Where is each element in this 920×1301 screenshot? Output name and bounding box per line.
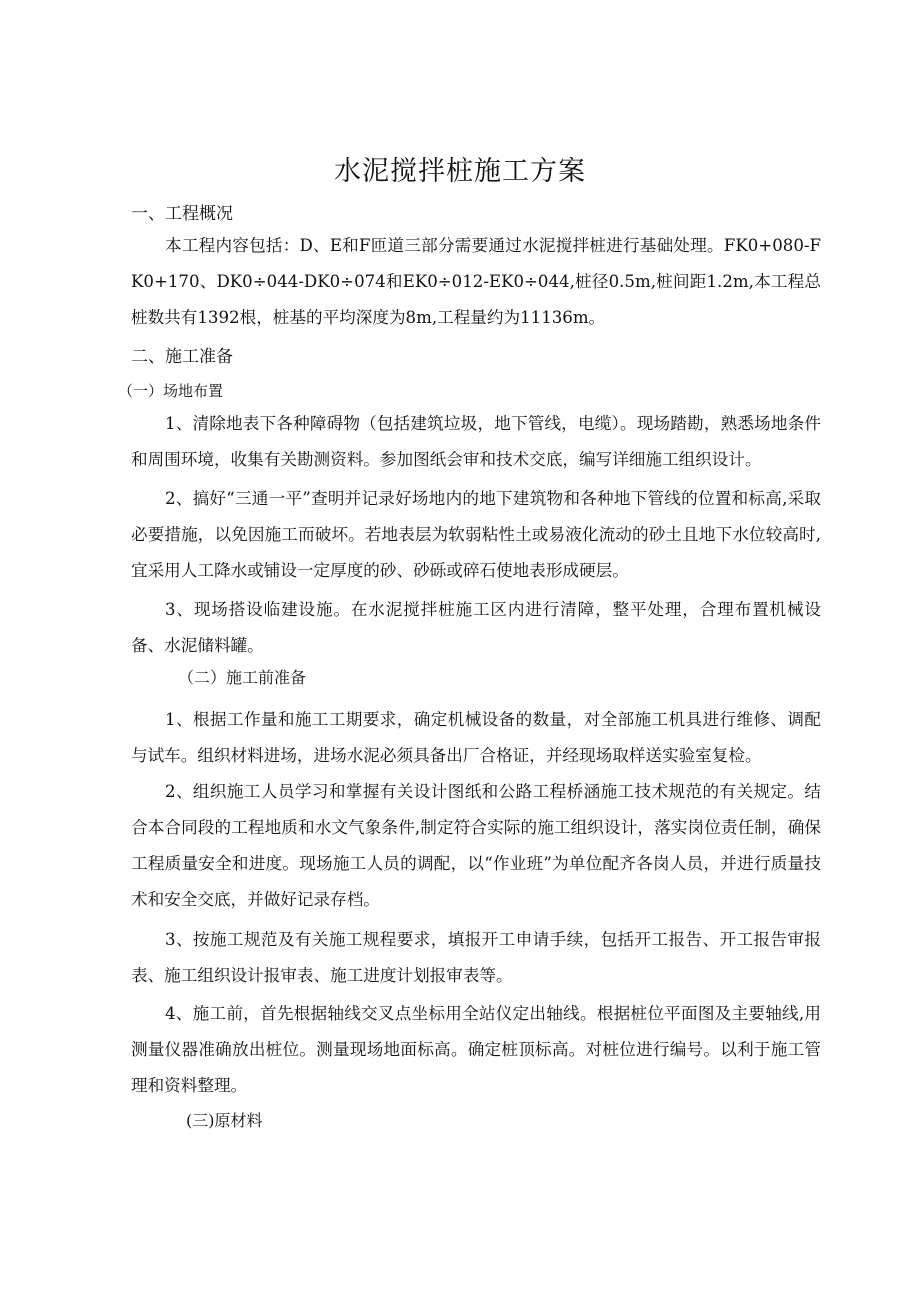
section-heading-preparation: 二、施工准备 xyxy=(131,347,233,367)
paragraph-site-layout-2: 2、搞好“三通一平”查明并记录好场地内的地下建筑物和各种地下管线的位置和标高,采取必要措施，以免因施工而破坏。若地表层为软弱粘性土或易液化流动的砂土且地下水位较高时,宜采用人工降水或铺设一定厚度的砂、砂砾或碎石使地表形成硬层。 xyxy=(131,489,821,580)
paragraph-pre-construction-1: 1、根据工作量和施工工期要求，确定机械设备的数量，对全部施工机具进行维修、调配与试车。组织材料进场，进场水泥必须具备出厂合格证，并经现场取样送实验室复检。 xyxy=(131,710,821,765)
subsection-heading-raw-materials: (三)原材料 xyxy=(186,1111,263,1130)
paragraph-site-layout-1: 1、清除地表下各种障碍物（包括建筑垃圾，地下管线，电缆）。现场踏勘，熟悉场地条件和周围环境，收集有关勘测资料。参加图纸会审和技术交底，编写详细施工组织设计。 xyxy=(131,414,821,469)
document-title: 水泥搅拌桩施工方案 xyxy=(334,156,586,187)
section-heading-overview: 一、工程概况 xyxy=(131,204,233,224)
paragraph-pre-construction-3: 3、按施工规范及有关施工规程要求，填报开工申请手续，包括开工报告、开工报告审报表、施工组织设计报审表、施工进度计划报审表等。 xyxy=(131,930,821,985)
paragraph-site-layout-3: 3、现场搭设临建设施。在水泥搅拌桩施工区内进行清障，整平处理，合理布置机械设备、水泥储料罐。 xyxy=(131,600,821,655)
paragraph-pre-construction-4: 4、施工前，首先根据轴线交叉点坐标用全站仪定出轴线。根据桩位平面图及主要轴线,用测量仪器准确放出桩位。测量现场地面标高。确定桩顶标高。对桩位进行编号。以利于施工管理和资料整理。 xyxy=(131,1004,821,1095)
paragraph-overview: 本工程内容包括：D、E和F匝道三部分需要通过水泥搅拌桩进行基础处理。FK0+080-FK0+170、DK0÷044-DK0÷074和EK0÷012-EK0÷044,桩径0.5m,桩间距1.2m,本工程总桩数共有1392根，桩基的平均深度为8m,工程量约为11136m。 xyxy=(131,236,821,327)
subsection-heading-pre-construction: （二）施工前准备 xyxy=(178,668,307,687)
subsection-heading-site-layout: （一）场地布置 xyxy=(118,382,224,400)
paragraph-pre-construction-2: 2、组织施工人员学习和掌握有关设计图纸和公路工程桥涵施工技术规范的有关规定。结合本合同段的工程地质和水文气象条件,制定符合实际的施工组织设计，落实岗位责任制，确保工程质量安全和进度。现场施工人员的调配，以“作业班”为单位配齐各岗人员，并进行质量技术和安全交底，并做好记录存档。 xyxy=(131,782,821,909)
